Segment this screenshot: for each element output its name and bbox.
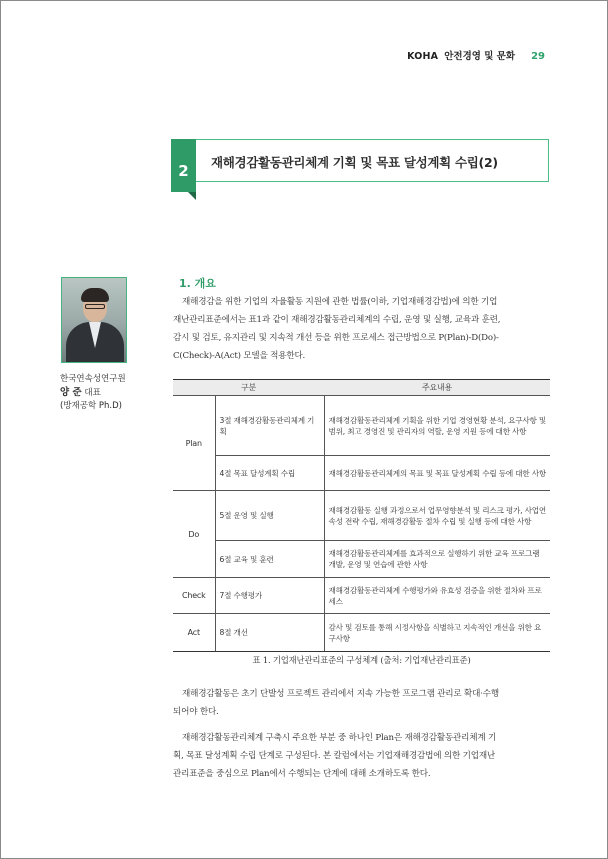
author-name: 양 준 [60,387,82,398]
body-line: 재해경감활동은 초기 단발성 프로젝트 관리에서 지속 가능한 프로그램 관리로 확대·수행 [182,689,499,699]
body-line: 관리표준을 중심으로 Plan에서 수행되는 단계에 대해 소개하도록 한다. [173,769,431,779]
body-paragraph [173,729,550,783]
intro-line: 감시 및 검토, 유지관리 및 지속적 개선 등을 위한 프로세스 접근방법으로 P(Plan)-D(Do)- [173,333,499,343]
table-row [173,456,550,491]
photo-glasses-shape [85,304,105,309]
table-header-category: 구분 [173,380,324,396]
content-cell: 재해경감활동관리체계의 목표 및 목표 달성계획 수립 등에 대한 사항 [324,456,550,491]
chapter-cell: 3절 재해경감활동관리체계 기획 [215,396,324,456]
intro-line: C(Check)-A(Act) 모델을 적용한다. [173,351,306,361]
pdca-structure-table [173,379,550,652]
intro-paragraph [173,293,550,365]
chapter-cell: 8절 개선 [215,614,324,652]
magazine-brand: KOHA [407,51,439,62]
section-number-tab: 2 [171,139,196,192]
group-plan: Plan [173,396,215,491]
table-row [173,541,550,578]
body-paragraph [173,685,550,721]
group-do: Do [173,491,215,578]
body-line: 획, 목표 달성계획 수립 단계로 구성된다. 본 칼럼에서는 기업재해경감법에 의한 기업재난 [173,751,496,761]
group-check: Check [173,578,215,614]
table-caption: 표 1. 기업재난관리표준의 구성체계 (출처: 기업재난관리표준) [252,655,471,665]
intro-line: 재난관리표준에서는 표1과 같이 재해경감활동관리체계의 수립, 운영 및 실행, 교육과 훈련, [173,315,501,325]
running-header [407,48,545,62]
author-affiliation: 한국연속성연구원 [60,374,126,384]
content-cell: 재해경감활동 실행 과정으로서 업무영향분석 및 리스크 평가, 사업연속성 전략 수립, 재해경감활동 절차 수립 및 실행 등에 대한 사항 [324,491,550,541]
author-role: 대표 [84,388,101,398]
table-header-content: 주요내용 [324,380,550,396]
page-number: 29 [531,51,545,62]
table-row [173,491,550,541]
section-title: 재해경감활동관리체계 기획 및 목표 달성계획 수립(2) [211,155,498,170]
chapter-cell: 7절 수행평가 [215,578,324,614]
author-info [60,373,126,413]
content-cell: 재해경감활동관리체계 수행평가와 유효성 검증을 위한 절차와 프로세스 [324,578,550,614]
magazine-section-title: 안전경영 및 문화 [444,51,516,62]
body-line: 재해경감활동관리체계 구축시 주요한 부분 중 하나인 Plan은 재해경감활동관리체계 기 [182,733,497,743]
author-photo [61,277,127,363]
table-row [173,614,550,652]
chapter-cell: 4절 목표 달성계획 수립 [215,456,324,491]
table-row [173,396,550,456]
subsection-heading: 1. 개요 [179,277,216,290]
photo-hair-shape [81,288,109,302]
author-degree: (방재공학 Ph.D) [60,401,122,411]
table-header-row [173,380,550,396]
content-cell: 재해경감활동관리체계를 효과적으로 실행하기 위한 교육 프로그램 개발, 운영 및 연습에 관한 사항 [324,541,550,578]
intro-line: 재해경감을 위한 기업의 자율활동 지원에 관한 법률(이하, 기업재해경감법)에 의한 기업 [182,297,498,307]
chapter-cell: 6절 교육 및 훈련 [215,541,324,578]
group-act: Act [173,614,215,652]
body-line: 되어야 한다. [173,707,219,717]
chapter-cell: 5절 운영 및 실행 [215,491,324,541]
content-cell: 재해경감활동관리체계 기획을 위한 기업 경영현황 분석, 요구사항 및 범위, 최고 경영진 및 관리자의 역할, 운영 지원 등에 대한 사항 [324,396,550,456]
table-row [173,578,550,614]
content-cell: 감사 및 검토를 통해 시정사항을 식별하고 지속적인 개선을 위한 요구사항 [324,614,550,652]
